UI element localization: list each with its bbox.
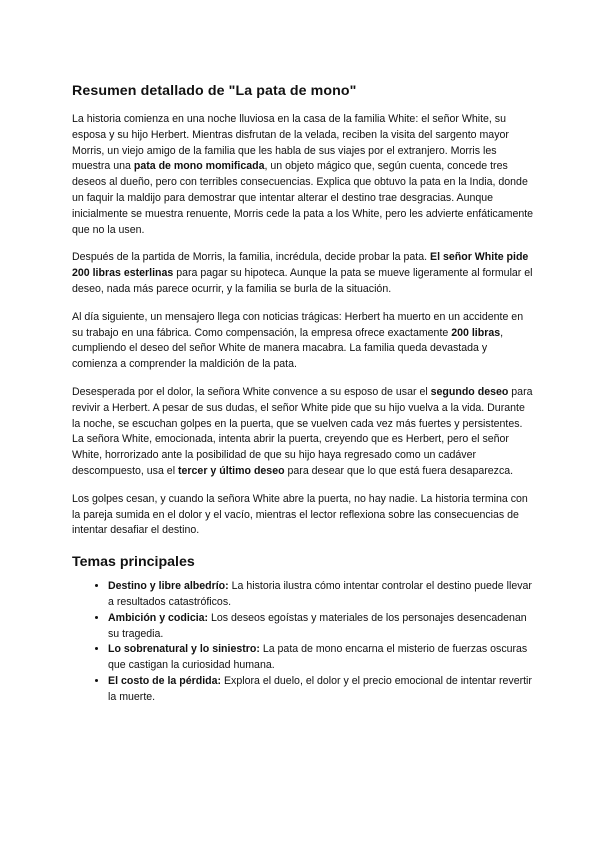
paragraph-text: Después de la partida de Morris, la familia, incrédula, decide probar la pata. xyxy=(72,251,431,264)
paragraph-text: La historia comienza en una noche lluviosa en la casa de la familia White: el señor White, su esposa y su hijo Herbert. Mientras disfrutan de la velada, reciben la visita del sargento mayor Morris, un viejo amigo de la familia que les habla de sus viajes por el extranjero. Morris les muestra una xyxy=(72,113,509,173)
bold-text: 200 libras xyxy=(451,326,501,339)
summary-paragraph xyxy=(72,112,534,238)
theme-text: Los deseos egoístas y materiales de los personajes desencadenan su tragedia. xyxy=(108,611,527,640)
paragraph-text: Los golpes cesan, y cuando la señora White abre la puerta, no hay nadie. La historia termina con la pareja sumida en el dolor y el vacío, mientras el lector reflexiona sobre las consecuencias de intentar desafiar el destino. xyxy=(72,492,528,537)
themes-list xyxy=(72,579,534,705)
summary-paragraph xyxy=(72,250,534,297)
theme-label: Ambición y codicia: xyxy=(108,611,209,624)
summary-paragraph xyxy=(72,385,534,480)
bold-text: segundo deseo xyxy=(430,385,509,398)
document-page xyxy=(72,83,534,706)
theme-text: La historia ilustra cómo intentar controlar el destino puede llevar a resultados catastróficos. xyxy=(108,580,532,608)
paragraph-text: Al día siguiente, un mensajero llega con noticias trágicas: Herbert ha muerto en un accidente en su trabajo en una fábrica. Como compensación, la empresa ofrece exactamente xyxy=(72,310,524,339)
themes-heading: Temas principales xyxy=(72,554,195,571)
paragraph-text: para pagar su hipoteca. Aunque la pata se mueve ligeramente al formular el deseo, nada más parece ocurrir, y la familia se burla de la situación. xyxy=(72,267,533,295)
summary-body xyxy=(72,112,534,539)
theme-item xyxy=(108,674,534,706)
bold-text: tercer y último deseo xyxy=(178,464,285,477)
theme-text: Explora el duelo, el dolor y el precio emocional de intentar revertir la muerte. xyxy=(108,674,532,703)
paragraph-text: Desesperada por el dolor, la señora White convence a su esposo de usar el xyxy=(72,385,431,398)
theme-item xyxy=(108,579,534,611)
theme-label: El costo de la pérdida: xyxy=(108,674,222,687)
paragraph-text: para revivir a Herbert. A pesar de sus dudas, el señor White pide que su hijo vuelva a la vida. Durante la noche, se escuchan golpes en la puerta, que se vuelven cada vez más fuertes y persistentes. La señora White, emocionada, intenta abrir la puerta, creyendo que es Herbert, pero el señor White, horrorizado ante la posibilidad de que su hijo haya regresado como un cadáver descompuesto, usa el xyxy=(72,385,533,477)
theme-text: La pata de mono encarna el misterio de fuerzas oscuras que castigan la curiosidad humana. xyxy=(108,643,528,672)
summary-paragraph xyxy=(72,310,534,373)
theme-label: Destino y libre albedrío: xyxy=(108,580,229,593)
theme-label: Lo sobrenatural y lo siniestro: xyxy=(108,643,260,656)
document-title: Resumen detallado de "La pata de mono" xyxy=(72,83,357,99)
paragraph-text: , un objeto mágico que, según cuenta, concede tres deseos al dueño, pero con terribles consecuencias. Explica que obtuvo la pata en la India, donde un faquir la maldijo para demostrar que intentar alterar el destino trae desgracias. Aunque inicialmente se muestra renuente, Morris cede la pata a los White, pero les advierte enfáticamente que no la usen. xyxy=(72,160,534,236)
theme-item xyxy=(108,642,534,674)
paragraph-text: para desear que lo que está fuera desaparezca. xyxy=(284,464,514,477)
summary-paragraph xyxy=(72,492,534,539)
bold-text: El señor White pide 200 libras esterlinas xyxy=(72,251,529,280)
bold-text: pata de mono momificada xyxy=(133,160,265,173)
theme-item xyxy=(108,611,534,643)
paragraph-text: , cumpliendo el deseo del señor White de manera macabra. La familia queda devastada y comienza a comprender la maldición de la pata. xyxy=(72,326,504,371)
